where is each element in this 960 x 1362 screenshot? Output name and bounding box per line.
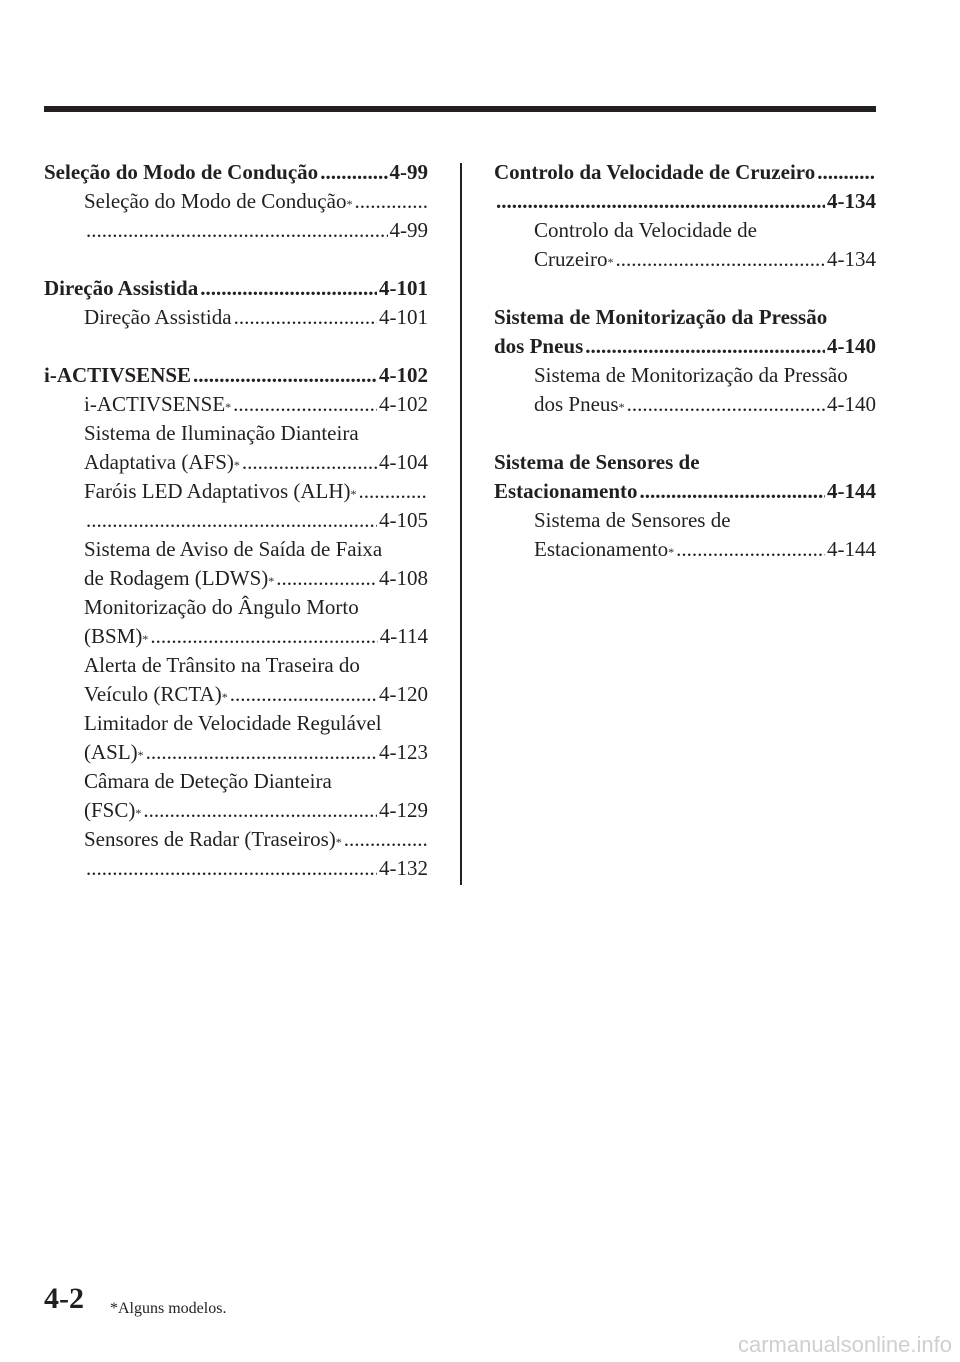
page-ref: 4-105 (379, 508, 428, 532)
toc-item-line1[interactable]: Sistema de Iluminação Dianteira (84, 421, 359, 445)
toc-section-heading-line2[interactable]: dos Pneus ..... 4-140 (494, 332, 876, 361)
page-ref: 4-102 (379, 392, 428, 416)
toc-section-heading-line2[interactable]: Estacionamento ..... 4-144 (494, 477, 876, 506)
toc-item-text[interactable]: Seleção do Modo de Condução * ..... (84, 187, 428, 216)
toc-item-page-line[interactable] (84, 506, 428, 535)
toc-item[interactable]: i-ACTIVSENSE * ..... 4-102 (84, 390, 428, 419)
toc-item-line1[interactable]: Controlo da Velocidade de (534, 218, 757, 242)
toc-section-heading[interactable]: i-ACTIVSENSE ..... 4-102 (44, 361, 428, 390)
toc-item-line1[interactable]: Monitorização do Ângulo Morto (84, 595, 359, 619)
toc-item-line2[interactable]: Adaptativa (AFS) * ..... 4-104 (84, 448, 428, 477)
page-ref: 4-99 (389, 160, 428, 184)
page-ref: 4-140 (827, 334, 876, 358)
toc-item-text[interactable]: Sensores de Radar (Traseiros) * ..... (84, 825, 428, 854)
toc-left-column (44, 158, 428, 883)
page-ref: 4-99 (389, 218, 428, 242)
page-ref: 4-123 (379, 740, 428, 764)
column-divider (460, 163, 462, 885)
toc-section-heading-page-line[interactable] (494, 187, 876, 216)
toc-item[interactable]: Direção Assistida ..... 4-101 (84, 303, 428, 332)
toc-item-line2[interactable]: Cruzeiro * ..... 4-134 (534, 245, 876, 274)
toc-section-heading[interactable]: Direção Assistida ..... 4-101 (44, 274, 428, 303)
page-ref: 4-104 (379, 450, 428, 474)
page-ref: 4-101 (379, 276, 428, 300)
toc-section-heading-line1[interactable]: Controlo da Velocidade de Cruzeiro ..... (494, 158, 876, 187)
page-number: 4-2 (44, 1282, 84, 1315)
page-ref: 4-132 (379, 856, 428, 880)
page-ref: 4-140 (827, 392, 876, 416)
toc-item-line1[interactable]: Sistema de Monitorização da Pressão (534, 363, 848, 387)
page-ref: 4-129 (379, 798, 428, 822)
page-ref: 4-102 (379, 363, 428, 387)
page-ref: 4-134 (827, 247, 876, 271)
toc-item-line2[interactable]: Estacionamento * ..... 4-144 (534, 535, 876, 564)
watermark: carmanualsonline.info (737, 1332, 952, 1357)
toc-item-line2[interactable]: de Rodagem (LDWS) * ..... 4-108 (84, 564, 428, 593)
toc-item-page-line[interactable] (84, 216, 428, 245)
toc-item-text[interactable]: Faróis LED Adaptativos (ALH) * ..... (84, 477, 428, 506)
toc-section-heading[interactable]: Seleção do Modo de Condução ..... 4-99 (44, 158, 428, 187)
toc-section-heading-line1[interactable]: Sistema de Monitorização da Pressão (494, 305, 828, 329)
page-ref: 4-120 (379, 682, 428, 706)
toc-item-page-line[interactable] (84, 854, 428, 883)
toc-section-heading-line1[interactable]: Sistema de Sensores de (494, 450, 700, 474)
toc-item-line2[interactable]: (FSC) * ..... 4-129 (84, 796, 428, 825)
toc-right-column (494, 158, 876, 564)
header-rule (44, 106, 876, 112)
toc-item-line1[interactable]: Câmara de Deteção Dianteira (84, 769, 332, 793)
page-ref: 4-101 (379, 305, 428, 329)
toc-item-line2[interactable]: Veículo (RCTA) * ..... 4-120 (84, 680, 428, 709)
page-ref: 4-114 (379, 624, 428, 648)
page-ref: 4-144 (827, 537, 876, 561)
toc-item-line2[interactable]: (BSM) * ..... 4-114 (84, 622, 428, 651)
toc-item-line1[interactable]: Alerta de Trânsito na Traseira do (84, 653, 360, 677)
page-ref: 4-108 (379, 566, 428, 590)
toc-item-line1[interactable]: Limitador de Velocidade Regulável (84, 711, 382, 735)
page-ref: 4-134 (827, 189, 876, 213)
toc-item-line2[interactable]: dos Pneus * ..... 4-140 (534, 390, 876, 419)
page-ref: 4-144 (827, 479, 876, 503)
toc-item-line1[interactable]: Sistema de Aviso de Saída de Faixa (84, 537, 383, 561)
toc-item-line1[interactable]: Sistema de Sensores de (534, 508, 731, 532)
footnote: *Alguns modelos. (110, 1300, 227, 1317)
toc-item-line2[interactable]: (ASL) * ..... 4-123 (84, 738, 428, 767)
